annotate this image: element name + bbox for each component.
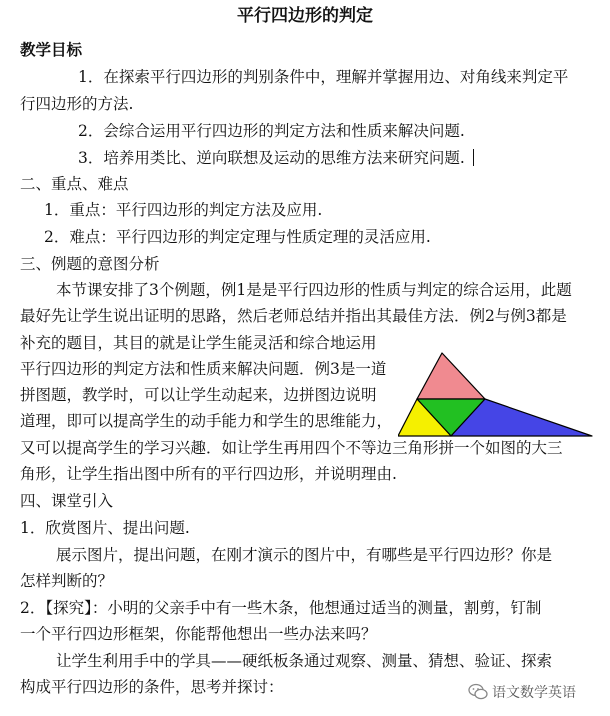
key-point-1: 1．重点：平行四边形的判定方法及应用. (44, 201, 323, 219)
intro-item-2-line-2: 一个平行四边形框架，你能帮他想出一些办法来吗？ (20, 625, 377, 643)
goal-2: 2．会综合运用平行四边形的判定方法和性质来解决问题. (78, 122, 465, 140)
goal-3 (78, 148, 474, 168)
watermark (468, 682, 576, 702)
examples-para-line-3: 补充的题目，其目的就是让学生能灵活和综合地运用 (20, 334, 377, 352)
examples-para-line-1: 本节课安排了3个例题，例1是是平行四边形的性质与判定的综合运用，此题 (56, 281, 572, 299)
page-title: 平行四边形的判定 (237, 6, 373, 26)
goal-1-line-2: 行四边形的方法. (20, 95, 134, 113)
intro-heading: 四、课堂引入 (20, 492, 114, 510)
text-cursor (473, 149, 474, 166)
key-point-2: 2．难点：平行四边形的判定定理与性质定理的灵活应用. (44, 228, 431, 246)
examples-para-line-7: 又可以提高学生的学习兴趣．如让学生再用四个不等边三角形拼一个如图的大三 (20, 439, 563, 457)
intro-item-1: 1．欣赏图片、提出问题. (20, 519, 190, 537)
examples-heading: 三、例题的意图分析 (20, 255, 160, 273)
examples-para-line-6: 道理，即可以提高学生的动手能力和学生的思维能力， (20, 412, 393, 430)
examples-para-line-2: 最好先让学生说出证明的思路，然后老师总结并指出其最佳方法．例2与例3都是 (20, 307, 567, 325)
wechat-icon (468, 683, 488, 701)
key-points-heading: 二、重点、难点 (20, 175, 129, 193)
examples-para-line-5: 拼图题，教学时，可以让学生动起来，边拼图边说明 (20, 386, 377, 404)
watermark-text: 语文数学英语 (492, 685, 576, 701)
goal-1-line-1: 1．在探索平行四边形的判别条件中，理解并掌握用边、对角线来判定平 (78, 68, 569, 86)
top-triangle (417, 353, 485, 399)
examples-para-line-4: 平行四边形的判定方法和性质来解决问题．例3是一道 (20, 360, 387, 378)
intro-item-1-para-line-2: 怎样判断的？ (20, 572, 114, 590)
goals-heading: 教学目标 (20, 40, 83, 59)
intro-item-2-line-1: 2．【探究】：小明的父亲手中有一些木条，他想通过适当的测量，割剪，钉制 (20, 599, 542, 617)
goal-3-text: 3．培养用类比、逆向联想及运动的思维方法来研究问题. (78, 149, 465, 167)
intro-item-3-line-2: 构成平行四边形的条件，思考并探讨： (20, 678, 284, 696)
examples-para-line-8: 角形，让学生指出图中所有的平行四边形，并说明理由. (20, 465, 397, 483)
triangle-puzzle-figure (398, 351, 594, 439)
intro-item-1-para-line-1: 展示图片，提出问题，在刚才演示的图片中，有哪些是平行四边形？你是 (56, 546, 553, 564)
intro-item-3-line-1: 让学生利用手中的学具——硬纸板条通过观察、测量、猜想、验证、探索 (56, 652, 553, 670)
page-cut-edge (0, 708, 610, 716)
